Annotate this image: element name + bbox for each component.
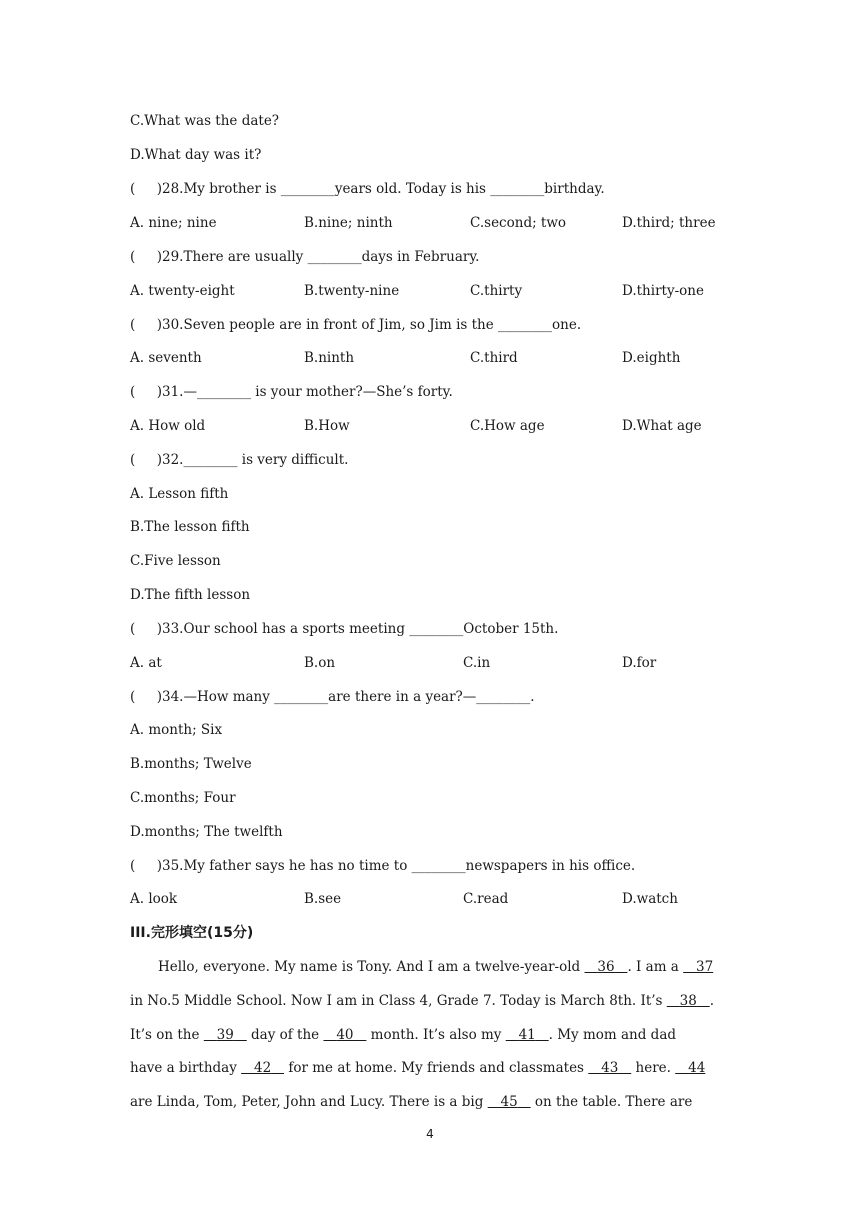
passage-text: on the table. There are (530, 1094, 693, 1110)
passage-line-2 (130, 990, 730, 1012)
option-30d: D.eighth (622, 350, 681, 366)
question-29: ( )29.There are usually ________days in February. (130, 249, 480, 265)
passage-line-4 (130, 1057, 730, 1079)
passage-text: here. (631, 1060, 676, 1076)
options-28 (130, 212, 740, 234)
passage-line-3 (130, 1024, 730, 1046)
section-heading: III.完形填空(15分) (130, 925, 254, 941)
option-28c: C.second; two (470, 215, 567, 231)
passage-line-5 (130, 1091, 730, 1113)
options-30 (130, 347, 740, 369)
passage-text: Hello, everyone. My name is Tony. And I am a twelve-year-old (158, 959, 585, 975)
options-35 (130, 888, 740, 910)
question-31: ( )31.—________ is your mother?—She’s forty. (130, 384, 453, 400)
passage-text: have a birthday (130, 1060, 242, 1076)
question-35: ( )35.My father says he has no time to ________newspapers in his office. (130, 858, 636, 874)
option-31b: B.How (304, 418, 350, 434)
option-34d: D.months; The twelfth (130, 824, 283, 840)
option-34b: B.months; Twelve (130, 756, 252, 772)
blank-40: 40 (336, 1027, 354, 1043)
blank-45: 45 (500, 1094, 518, 1110)
option-30a: A. seventh (130, 350, 202, 366)
passage-text: for me at home. My friends and classmates (284, 1060, 589, 1076)
option-28d: D.third; three (622, 215, 716, 231)
question-33: ( )33.Our school has a sports meeting ________October 15th. (130, 621, 559, 637)
options-33 (130, 652, 740, 674)
option-29c: C.thirty (470, 283, 523, 299)
option-32c: C.Five lesson (130, 553, 221, 569)
passage-text: are Linda, Tom, Peter, John and Lucy. There is a big (130, 1094, 488, 1110)
option-29b: B.twenty-nine (304, 283, 400, 299)
option-28a: A. nine; nine (130, 215, 217, 231)
blank-39: 39 (216, 1027, 234, 1043)
option-33c: C.in (463, 655, 491, 671)
option-33b: B.on (304, 655, 336, 671)
option-32a: A. Lesson fifth (130, 486, 229, 502)
passage-text: month. It’s also my (366, 1027, 506, 1043)
option-35a: A. look (130, 891, 178, 907)
options-31 (130, 415, 740, 437)
option-28b: B.nine; ninth (304, 215, 393, 231)
question-34: ( )34.—How many ________are there in a year?—________. (130, 689, 535, 705)
option-29d: D.thirty-one (622, 283, 704, 299)
blank-38: 38 (679, 993, 697, 1009)
page-number: 4 (426, 1127, 434, 1141)
option-29a: A. twenty-eight (130, 283, 235, 299)
option-35d: D.watch (622, 891, 678, 907)
option-34c: C.months; Four (130, 790, 236, 806)
option-31d: D.What age (622, 418, 702, 434)
blank-44: 44 (688, 1060, 706, 1076)
blank-41: 41 (518, 1027, 536, 1043)
option-31a: A. How old (130, 418, 206, 434)
option-35b: B.see (304, 891, 342, 907)
option-32b: B.The lesson fifth (130, 519, 250, 535)
option-33a: A. at (130, 655, 162, 671)
option-31c: C.How age (470, 418, 545, 434)
blank-43: 43 (601, 1060, 619, 1076)
question-30: ( )30.Seven people are in front of Jim, so Jim is the ________one. (130, 317, 582, 333)
question-28: ( )28.My brother is ________years old. Today is his ________birthday. (130, 181, 605, 197)
passage-line-1 (130, 956, 730, 978)
passage-text: day of the (246, 1027, 324, 1043)
passage-text: It’s on the (130, 1027, 204, 1043)
options-29 (130, 280, 740, 302)
option-27c: C.What was the date? (130, 113, 280, 129)
passage-text: . (709, 993, 715, 1009)
passage-text: . I am a (627, 959, 684, 975)
blank-36: 36 (597, 959, 615, 975)
option-35c: C.read (463, 891, 509, 907)
blank-42: 42 (254, 1060, 272, 1076)
option-33d: D.for (622, 655, 657, 671)
option-30c: C.third (470, 350, 518, 366)
option-34a: A. month; Six (130, 722, 223, 738)
passage-text: . My mom and dad (548, 1027, 677, 1043)
blank-37: 37 (696, 959, 714, 975)
question-32: ( )32.________ is very difficult. (130, 452, 349, 468)
passage-text: in No.5 Middle School. Now I am in Class 4, Grade 7. Today is March 8th. It’s (130, 993, 667, 1009)
option-32d: D.The fifth lesson (130, 587, 251, 603)
option-30b: B.ninth (304, 350, 355, 366)
option-27d: D.What day was it? (130, 147, 262, 163)
